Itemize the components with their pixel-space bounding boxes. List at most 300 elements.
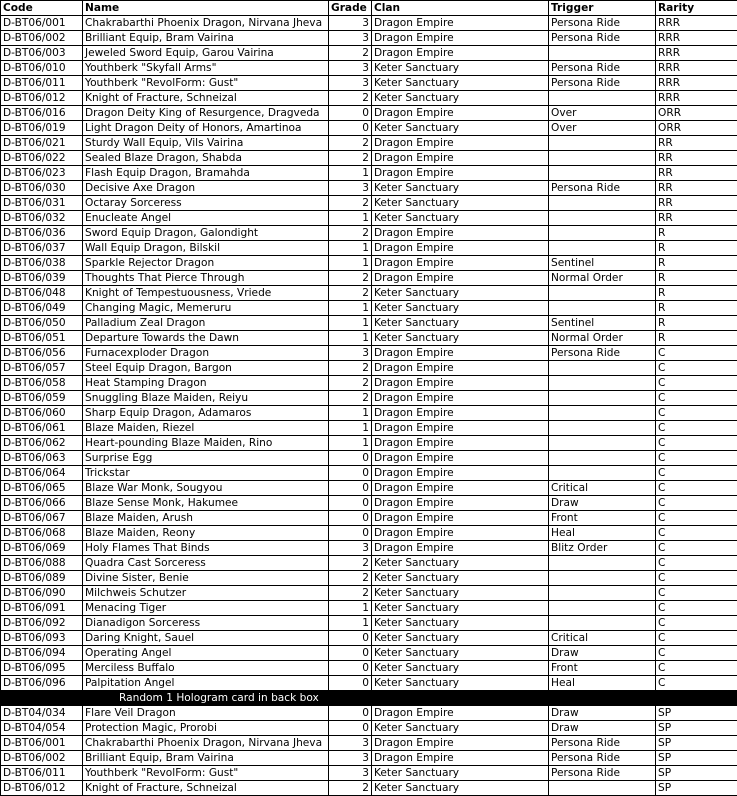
table-row xyxy=(1,676,737,691)
cell-grade: 1 xyxy=(329,241,372,256)
cell-name: Blaze Sense Monk, Hakumee xyxy=(83,496,329,511)
table-row xyxy=(1,331,737,346)
cell-trigger: Persona Ride xyxy=(549,76,656,91)
table-row xyxy=(1,736,737,751)
cell-name: Blaze Maiden, Riezel xyxy=(83,421,329,436)
cell-grade: 2 xyxy=(329,781,372,796)
cell-trigger: Persona Ride xyxy=(549,181,656,196)
cell-grade: 0 xyxy=(329,106,372,121)
cell-clan: Keter Sanctuary xyxy=(372,646,549,661)
table-row xyxy=(1,511,737,526)
table-row xyxy=(1,76,737,91)
cell-clan: Keter Sanctuary xyxy=(372,211,549,226)
cell-grade: 0 xyxy=(329,526,372,541)
cell-rarity: C xyxy=(656,631,737,646)
cell-code: D-BT06/096 xyxy=(1,676,83,691)
table-row xyxy=(1,571,737,586)
cell-grade: 0 xyxy=(329,721,372,736)
cell-clan: Dragon Empire xyxy=(372,451,549,466)
cell-code: D-BT06/050 xyxy=(1,316,83,331)
cell-rarity: SP xyxy=(656,751,737,766)
cell-trigger xyxy=(549,211,656,226)
cell-grade: 0 xyxy=(329,511,372,526)
cell-rarity: R xyxy=(656,316,737,331)
cell-trigger xyxy=(549,601,656,616)
cell-code: D-BT06/093 xyxy=(1,631,83,646)
table-row xyxy=(1,601,737,616)
cell-clan: Dragon Empire xyxy=(372,436,549,451)
cell-code: D-BT06/095 xyxy=(1,661,83,676)
cell-rarity: C xyxy=(656,346,737,361)
cell-trigger xyxy=(549,556,656,571)
cell-clan: Keter Sanctuary xyxy=(372,316,549,331)
cell-name: Sword Equip Dragon, Galondight xyxy=(83,226,329,241)
cell-name: Steel Equip Dragon, Bargon xyxy=(83,361,329,376)
cell-rarity: RR xyxy=(656,136,737,151)
cell-grade: 0 xyxy=(329,646,372,661)
table-row xyxy=(1,781,737,796)
cell-trigger: Front xyxy=(549,661,656,676)
cell-grade: 2 xyxy=(329,46,372,61)
cell-code: D-BT06/012 xyxy=(1,91,83,106)
cell-trigger xyxy=(549,421,656,436)
cell-trigger xyxy=(549,46,656,61)
cell-grade: 2 xyxy=(329,586,372,601)
cell-clan: Keter Sanctuary xyxy=(372,556,549,571)
cell-grade: 3 xyxy=(329,736,372,751)
cell-rarity: C xyxy=(656,676,737,691)
cell-code: D-BT06/058 xyxy=(1,376,83,391)
cell-name: Jeweled Sword Equip, Garou Vairina xyxy=(83,46,329,61)
cell-trigger: Over xyxy=(549,121,656,136)
table-row xyxy=(1,316,737,331)
cell-code: D-BT06/057 xyxy=(1,361,83,376)
cell-code: D-BT06/021 xyxy=(1,136,83,151)
cell-clan: Dragon Empire xyxy=(372,481,549,496)
cell-trigger xyxy=(549,196,656,211)
cell-name: Sparkle Rejector Dragon xyxy=(83,256,329,271)
cell-name: Divine Sister, Benie xyxy=(83,571,329,586)
cell-name: Snuggling Blaze Maiden, Reiyu xyxy=(83,391,329,406)
cell-name: Blaze Maiden, Arush xyxy=(83,511,329,526)
cell-code: D-BT06/059 xyxy=(1,391,83,406)
cell-name: Chakrabarthi Phoenix Dragon, Nirvana Jheva xyxy=(83,16,329,31)
cell-clan: Keter Sanctuary xyxy=(372,121,549,136)
cell-code: D-BT06/060 xyxy=(1,406,83,421)
cell-trigger xyxy=(549,151,656,166)
cell-code: D-BT06/002 xyxy=(1,751,83,766)
table-row xyxy=(1,406,737,421)
cell-trigger: Blitz Order xyxy=(549,541,656,556)
cell-rarity: R xyxy=(656,256,737,271)
cell-trigger xyxy=(549,466,656,481)
cell-grade: 1 xyxy=(329,616,372,631)
cell-trigger xyxy=(549,451,656,466)
cell-clan: Dragon Empire xyxy=(372,751,549,766)
cell-code: D-BT06/049 xyxy=(1,301,83,316)
cell-clan: Keter Sanctuary xyxy=(372,61,549,76)
cell-name: Sturdy Wall Equip, Vils Vairina xyxy=(83,136,329,151)
cell-trigger: Heal xyxy=(549,526,656,541)
cell-name: Youthberk "Skyfall Arms" xyxy=(83,61,329,76)
cell-rarity: ORR xyxy=(656,121,737,136)
cell-rarity: R xyxy=(656,331,737,346)
cell-grade: 1 xyxy=(329,331,372,346)
cell-rarity: C xyxy=(656,361,737,376)
cell-name: Light Dragon Deity of Honors, Amartinoa xyxy=(83,121,329,136)
cell-grade: 3 xyxy=(329,31,372,46)
cell-name: Menacing Tiger xyxy=(83,601,329,616)
cell-name: Heart-pounding Blaze Maiden, Rino xyxy=(83,436,329,451)
cell-rarity: R xyxy=(656,301,737,316)
cell-rarity: C xyxy=(656,526,737,541)
cell-rarity: RR xyxy=(656,181,737,196)
cell-trigger xyxy=(549,376,656,391)
banner-row xyxy=(1,691,737,706)
cell-clan: Dragon Empire xyxy=(372,466,549,481)
cell-name: Quadra Cast Sorceress xyxy=(83,556,329,571)
cell-code: D-BT06/067 xyxy=(1,511,83,526)
cell-grade: 2 xyxy=(329,226,372,241)
cell-grade: 3 xyxy=(329,76,372,91)
cell-name: Blaze War Monk, Sougyou xyxy=(83,481,329,496)
cell-trigger: Persona Ride xyxy=(549,736,656,751)
cell-name: Blaze Maiden, Reony xyxy=(83,526,329,541)
cell-name: Daring Knight, Sauel xyxy=(83,631,329,646)
cell-name: Palpitation Angel xyxy=(83,676,329,691)
cell-clan: Keter Sanctuary xyxy=(372,181,549,196)
cell-grade: 3 xyxy=(329,766,372,781)
cell-code: D-BT06/051 xyxy=(1,331,83,346)
cell-name: Dragon Deity King of Resurgence, Dragveda xyxy=(83,106,329,121)
table-row xyxy=(1,661,737,676)
cell-rarity: C xyxy=(656,451,737,466)
cell-rarity: RRR xyxy=(656,76,737,91)
cell-name: Departure Towards the Dawn xyxy=(83,331,329,346)
cell-code: D-BT06/038 xyxy=(1,256,83,271)
banner-text: Random 1 Hologram card in back box xyxy=(1,691,737,706)
cell-trigger: Draw xyxy=(549,646,656,661)
cell-grade: 3 xyxy=(329,61,372,76)
cell-trigger xyxy=(549,406,656,421)
table-row xyxy=(1,301,737,316)
cell-rarity: RRR xyxy=(656,31,737,46)
cell-rarity: R xyxy=(656,286,737,301)
cell-clan: Dragon Empire xyxy=(372,136,549,151)
cell-name: Holy Flames That Binds xyxy=(83,541,329,556)
cell-grade: 1 xyxy=(329,316,372,331)
cell-rarity: RR xyxy=(656,151,737,166)
cell-trigger: Persona Ride xyxy=(549,61,656,76)
cell-grade: 1 xyxy=(329,301,372,316)
cell-code: D-BT06/016 xyxy=(1,106,83,121)
header-code: Code xyxy=(1,1,83,16)
table-row xyxy=(1,616,737,631)
table-row xyxy=(1,166,737,181)
table-row xyxy=(1,16,737,31)
cell-code: D-BT06/056 xyxy=(1,346,83,361)
cell-rarity: SP xyxy=(656,766,737,781)
cell-rarity: R xyxy=(656,241,737,256)
cell-grade: 2 xyxy=(329,271,372,286)
cell-clan: Keter Sanctuary xyxy=(372,616,549,631)
cell-grade: 2 xyxy=(329,376,372,391)
table-row xyxy=(1,346,737,361)
cell-name: Furnacexploder Dragon xyxy=(83,346,329,361)
table-row xyxy=(1,376,737,391)
table-row xyxy=(1,226,737,241)
table-row xyxy=(1,766,737,781)
cell-trigger: Draw xyxy=(549,496,656,511)
cell-trigger: Draw xyxy=(549,721,656,736)
cell-clan: Dragon Empire xyxy=(372,241,549,256)
table-row xyxy=(1,136,737,151)
cell-code: D-BT06/001 xyxy=(1,736,83,751)
cell-grade: 0 xyxy=(329,481,372,496)
cell-name: Heat Stamping Dragon xyxy=(83,376,329,391)
cell-clan: Dragon Empire xyxy=(372,496,549,511)
cell-clan: Dragon Empire xyxy=(372,166,549,181)
cell-code: D-BT06/037 xyxy=(1,241,83,256)
table-row xyxy=(1,121,737,136)
cell-code: D-BT04/034 xyxy=(1,706,83,721)
cell-rarity: C xyxy=(656,646,737,661)
cell-rarity: ORR xyxy=(656,106,737,121)
table-row xyxy=(1,256,737,271)
cell-clan: Dragon Empire xyxy=(372,46,549,61)
cell-rarity: C xyxy=(656,601,737,616)
cell-trigger: Persona Ride xyxy=(549,16,656,31)
cell-grade: 2 xyxy=(329,391,372,406)
cell-code: D-BT04/054 xyxy=(1,721,83,736)
cell-trigger xyxy=(549,241,656,256)
cell-trigger: Persona Ride xyxy=(549,751,656,766)
table-row xyxy=(1,31,737,46)
cell-clan: Dragon Empire xyxy=(372,541,549,556)
cell-grade: 2 xyxy=(329,196,372,211)
cell-clan: Keter Sanctuary xyxy=(372,601,549,616)
header-grade: Grade xyxy=(329,1,372,16)
cell-rarity: RR xyxy=(656,196,737,211)
cell-rarity: C xyxy=(656,406,737,421)
table-row xyxy=(1,526,737,541)
cell-code: D-BT06/002 xyxy=(1,31,83,46)
cell-grade: 3 xyxy=(329,16,372,31)
cell-grade: 1 xyxy=(329,256,372,271)
cell-grade: 3 xyxy=(329,181,372,196)
cell-clan: Dragon Empire xyxy=(372,106,549,121)
cell-name: Trickstar xyxy=(83,466,329,481)
cell-clan: Dragon Empire xyxy=(372,391,549,406)
cell-name: Enucleate Angel xyxy=(83,211,329,226)
cell-clan: Keter Sanctuary xyxy=(372,571,549,586)
cell-name: Youthberk "RevolForm: Gust" xyxy=(83,76,329,91)
cell-trigger xyxy=(549,226,656,241)
sp-card-rows xyxy=(1,706,737,796)
cell-trigger xyxy=(549,391,656,406)
table-row xyxy=(1,181,737,196)
cell-grade: 0 xyxy=(329,661,372,676)
cell-rarity: C xyxy=(656,586,737,601)
header-rarity: Rarity xyxy=(656,1,737,16)
table-row xyxy=(1,751,737,766)
table-row xyxy=(1,211,737,226)
cell-clan: Keter Sanctuary xyxy=(372,676,549,691)
cell-rarity: C xyxy=(656,541,737,556)
header-name: Name xyxy=(83,1,329,16)
cell-grade: 0 xyxy=(329,496,372,511)
cell-code: D-BT06/089 xyxy=(1,571,83,586)
cell-clan: Dragon Empire xyxy=(372,526,549,541)
cell-rarity: C xyxy=(656,571,737,586)
cell-grade: 2 xyxy=(329,151,372,166)
cell-clan: Dragon Empire xyxy=(372,346,549,361)
cell-name: Knight of Fracture, Schneizal xyxy=(83,91,329,106)
cell-clan: Dragon Empire xyxy=(372,376,549,391)
cell-grade: 0 xyxy=(329,631,372,646)
cell-rarity: C xyxy=(656,556,737,571)
cell-rarity: SP xyxy=(656,721,737,736)
table-row xyxy=(1,631,737,646)
cell-rarity: C xyxy=(656,466,737,481)
cell-trigger xyxy=(549,136,656,151)
cell-code: D-BT06/066 xyxy=(1,496,83,511)
cell-rarity: RRR xyxy=(656,16,737,31)
table-row xyxy=(1,271,737,286)
cell-trigger xyxy=(549,361,656,376)
cell-name: Wall Equip Dragon, Bilskil xyxy=(83,241,329,256)
cell-rarity: C xyxy=(656,481,737,496)
header-row xyxy=(1,1,737,16)
cell-name: Flare Veil Dragon xyxy=(83,706,329,721)
cell-rarity: C xyxy=(656,376,737,391)
cell-code: D-BT06/019 xyxy=(1,121,83,136)
cell-grade: 1 xyxy=(329,211,372,226)
cell-trigger: Normal Order xyxy=(549,271,656,286)
cell-clan: Dragon Empire xyxy=(372,31,549,46)
cell-code: D-BT06/061 xyxy=(1,421,83,436)
cell-code: D-BT06/088 xyxy=(1,556,83,571)
cell-name: Octaray Sorceress xyxy=(83,196,329,211)
table-row xyxy=(1,151,737,166)
cell-rarity: RRR xyxy=(656,91,737,106)
cell-clan: Keter Sanctuary xyxy=(372,661,549,676)
cell-name: Thoughts That Pierce Through xyxy=(83,271,329,286)
cell-rarity: RR xyxy=(656,211,737,226)
cell-clan: Dragon Empire xyxy=(372,406,549,421)
table-row xyxy=(1,706,737,721)
cell-code: D-BT06/036 xyxy=(1,226,83,241)
table-row xyxy=(1,646,737,661)
cell-clan: Keter Sanctuary xyxy=(372,781,549,796)
header-trigger: Trigger xyxy=(549,1,656,16)
table-row xyxy=(1,586,737,601)
cell-name: Dianadigon Sorceress xyxy=(83,616,329,631)
cell-code: D-BT06/003 xyxy=(1,46,83,61)
cell-clan: Keter Sanctuary xyxy=(372,301,549,316)
cell-rarity: C xyxy=(656,436,737,451)
cell-code: D-BT06/031 xyxy=(1,196,83,211)
table-row xyxy=(1,391,737,406)
cell-code: D-BT06/023 xyxy=(1,166,83,181)
cell-code: D-BT06/010 xyxy=(1,61,83,76)
cell-grade: 0 xyxy=(329,121,372,136)
cell-code: D-BT06/032 xyxy=(1,211,83,226)
card-rows xyxy=(1,16,737,691)
cell-trigger: Persona Ride xyxy=(549,31,656,46)
cell-code: D-BT06/022 xyxy=(1,151,83,166)
table-row xyxy=(1,361,737,376)
cell-name: Palladium Zeal Dragon xyxy=(83,316,329,331)
cell-grade: 1 xyxy=(329,421,372,436)
cell-grade: 1 xyxy=(329,406,372,421)
cell-trigger xyxy=(549,586,656,601)
cell-name: Flash Equip Dragon, Bramahda xyxy=(83,166,329,181)
cell-trigger: Draw xyxy=(549,706,656,721)
cell-rarity: C xyxy=(656,511,737,526)
cell-rarity: C xyxy=(656,616,737,631)
table-row xyxy=(1,556,737,571)
cell-rarity: RRR xyxy=(656,61,737,76)
cell-code: D-BT06/012 xyxy=(1,781,83,796)
table-row xyxy=(1,721,737,736)
cell-grade: 0 xyxy=(329,451,372,466)
cell-trigger: Sentinel xyxy=(549,316,656,331)
cell-clan: Keter Sanctuary xyxy=(372,286,549,301)
cell-clan: Dragon Empire xyxy=(372,421,549,436)
cell-name: Sealed Blaze Dragon, Shabda xyxy=(83,151,329,166)
cell-rarity: C xyxy=(656,661,737,676)
cell-code: D-BT06/064 xyxy=(1,466,83,481)
cell-code: D-BT06/094 xyxy=(1,646,83,661)
cell-rarity: SP xyxy=(656,706,737,721)
table-row xyxy=(1,421,737,436)
cell-clan: Keter Sanctuary xyxy=(372,331,549,346)
cell-clan: Dragon Empire xyxy=(372,511,549,526)
cell-trigger: Sentinel xyxy=(549,256,656,271)
cell-clan: Dragon Empire xyxy=(372,361,549,376)
cell-clan: Keter Sanctuary xyxy=(372,76,549,91)
cell-clan: Keter Sanctuary xyxy=(372,196,549,211)
cell-trigger xyxy=(549,286,656,301)
cell-name: Knight of Fracture, Schneizal xyxy=(83,781,329,796)
cell-clan: Keter Sanctuary xyxy=(372,586,549,601)
cell-trigger: Normal Order xyxy=(549,331,656,346)
cell-clan: Keter Sanctuary xyxy=(372,721,549,736)
cell-clan: Dragon Empire xyxy=(372,706,549,721)
cell-clan: Keter Sanctuary xyxy=(372,766,549,781)
cell-clan: Dragon Empire xyxy=(372,226,549,241)
cell-code: D-BT06/068 xyxy=(1,526,83,541)
cell-trigger: Persona Ride xyxy=(549,346,656,361)
cell-trigger: Heal xyxy=(549,676,656,691)
cell-code: D-BT06/011 xyxy=(1,76,83,91)
cell-rarity: R xyxy=(656,226,737,241)
cell-grade: 3 xyxy=(329,751,372,766)
cell-name: Protection Magic, Prorobi xyxy=(83,721,329,736)
cell-name: Changing Magic, Memeruru xyxy=(83,301,329,316)
cell-name: Surprise Egg xyxy=(83,451,329,466)
cell-clan: Keter Sanctuary xyxy=(372,631,549,646)
cell-grade: 0 xyxy=(329,466,372,481)
cell-grade: 2 xyxy=(329,571,372,586)
table-row xyxy=(1,241,737,256)
cell-rarity: RRR xyxy=(656,46,737,61)
cell-code: D-BT06/065 xyxy=(1,481,83,496)
cell-code: D-BT06/030 xyxy=(1,181,83,196)
header-clan: Clan xyxy=(372,1,549,16)
table-row xyxy=(1,541,737,556)
